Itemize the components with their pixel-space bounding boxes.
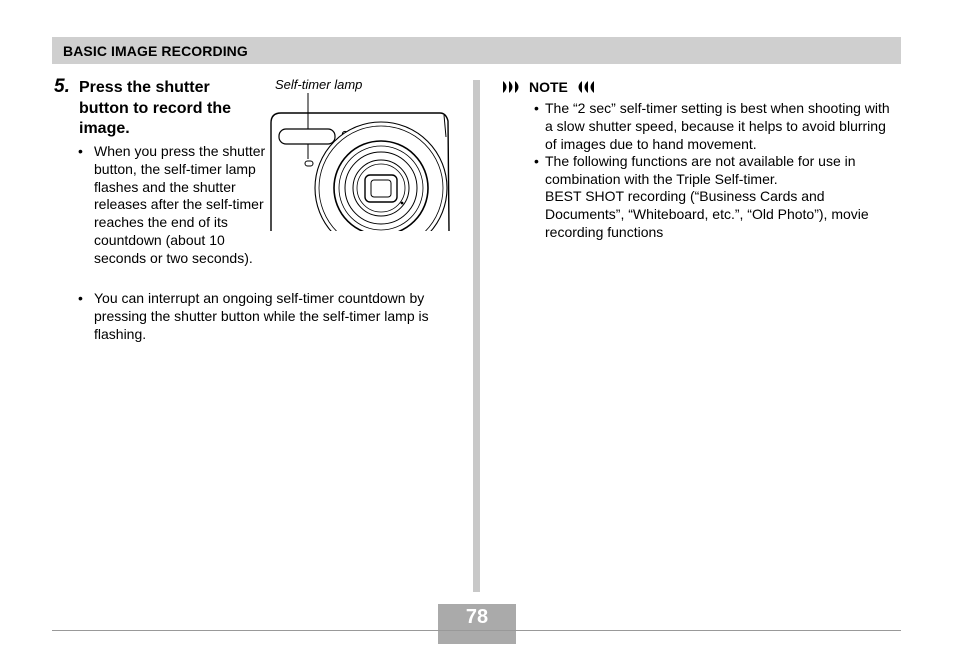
page-number-base bbox=[438, 631, 516, 644]
column-divider bbox=[473, 80, 480, 592]
note-label: NOTE bbox=[529, 79, 568, 95]
note-heading bbox=[503, 78, 594, 96]
figure-caption: Self-timer lamp bbox=[275, 77, 363, 92]
section-header-bar bbox=[52, 37, 901, 64]
bullet-marker: • bbox=[534, 100, 539, 116]
note-item-2: The following functions are not available for use in combination with the Triple Self-timer. bbox=[545, 153, 856, 187]
step-title: Press the shutter button to record the image. bbox=[79, 79, 231, 137]
note-item-1: The “2 sec” self-timer setting is best when shooting with a slow shutter speed, because it helps to avoid blurring of images due to hand movement. bbox=[545, 100, 890, 152]
note-left-ornament-icon bbox=[503, 81, 523, 93]
section-title: BASIC IMAGE RECORDING bbox=[63, 43, 248, 59]
camera-front-illustration bbox=[268, 93, 452, 233]
step-number: 5. bbox=[54, 76, 70, 97]
bullet-marker: • bbox=[78, 290, 83, 306]
bullet-marker: • bbox=[78, 143, 83, 159]
bullet-marker: • bbox=[534, 153, 539, 169]
page-number-box bbox=[438, 604, 516, 644]
note-right-ornament-icon bbox=[574, 81, 594, 93]
step-bullet-1: When you press the shutter button, the self-timer lamp flashes and the shutter releases after the self-timer reaches the end of its countdown (about 10 seconds or two seconds). bbox=[94, 143, 266, 266]
note-item-2-continuation: BEST SHOT recording (“Business Cards and Documents”, “Whiteboard, etc.”, “Old Photo”), movie recording functions bbox=[545, 188, 869, 240]
footer-rule bbox=[52, 630, 901, 631]
page-number: 78 bbox=[438, 604, 516, 630]
step-bullet-2: You can interrupt an ongoing self-timer countdown by pressing the shutter button while the self-timer lamp is flashing. bbox=[94, 290, 429, 342]
